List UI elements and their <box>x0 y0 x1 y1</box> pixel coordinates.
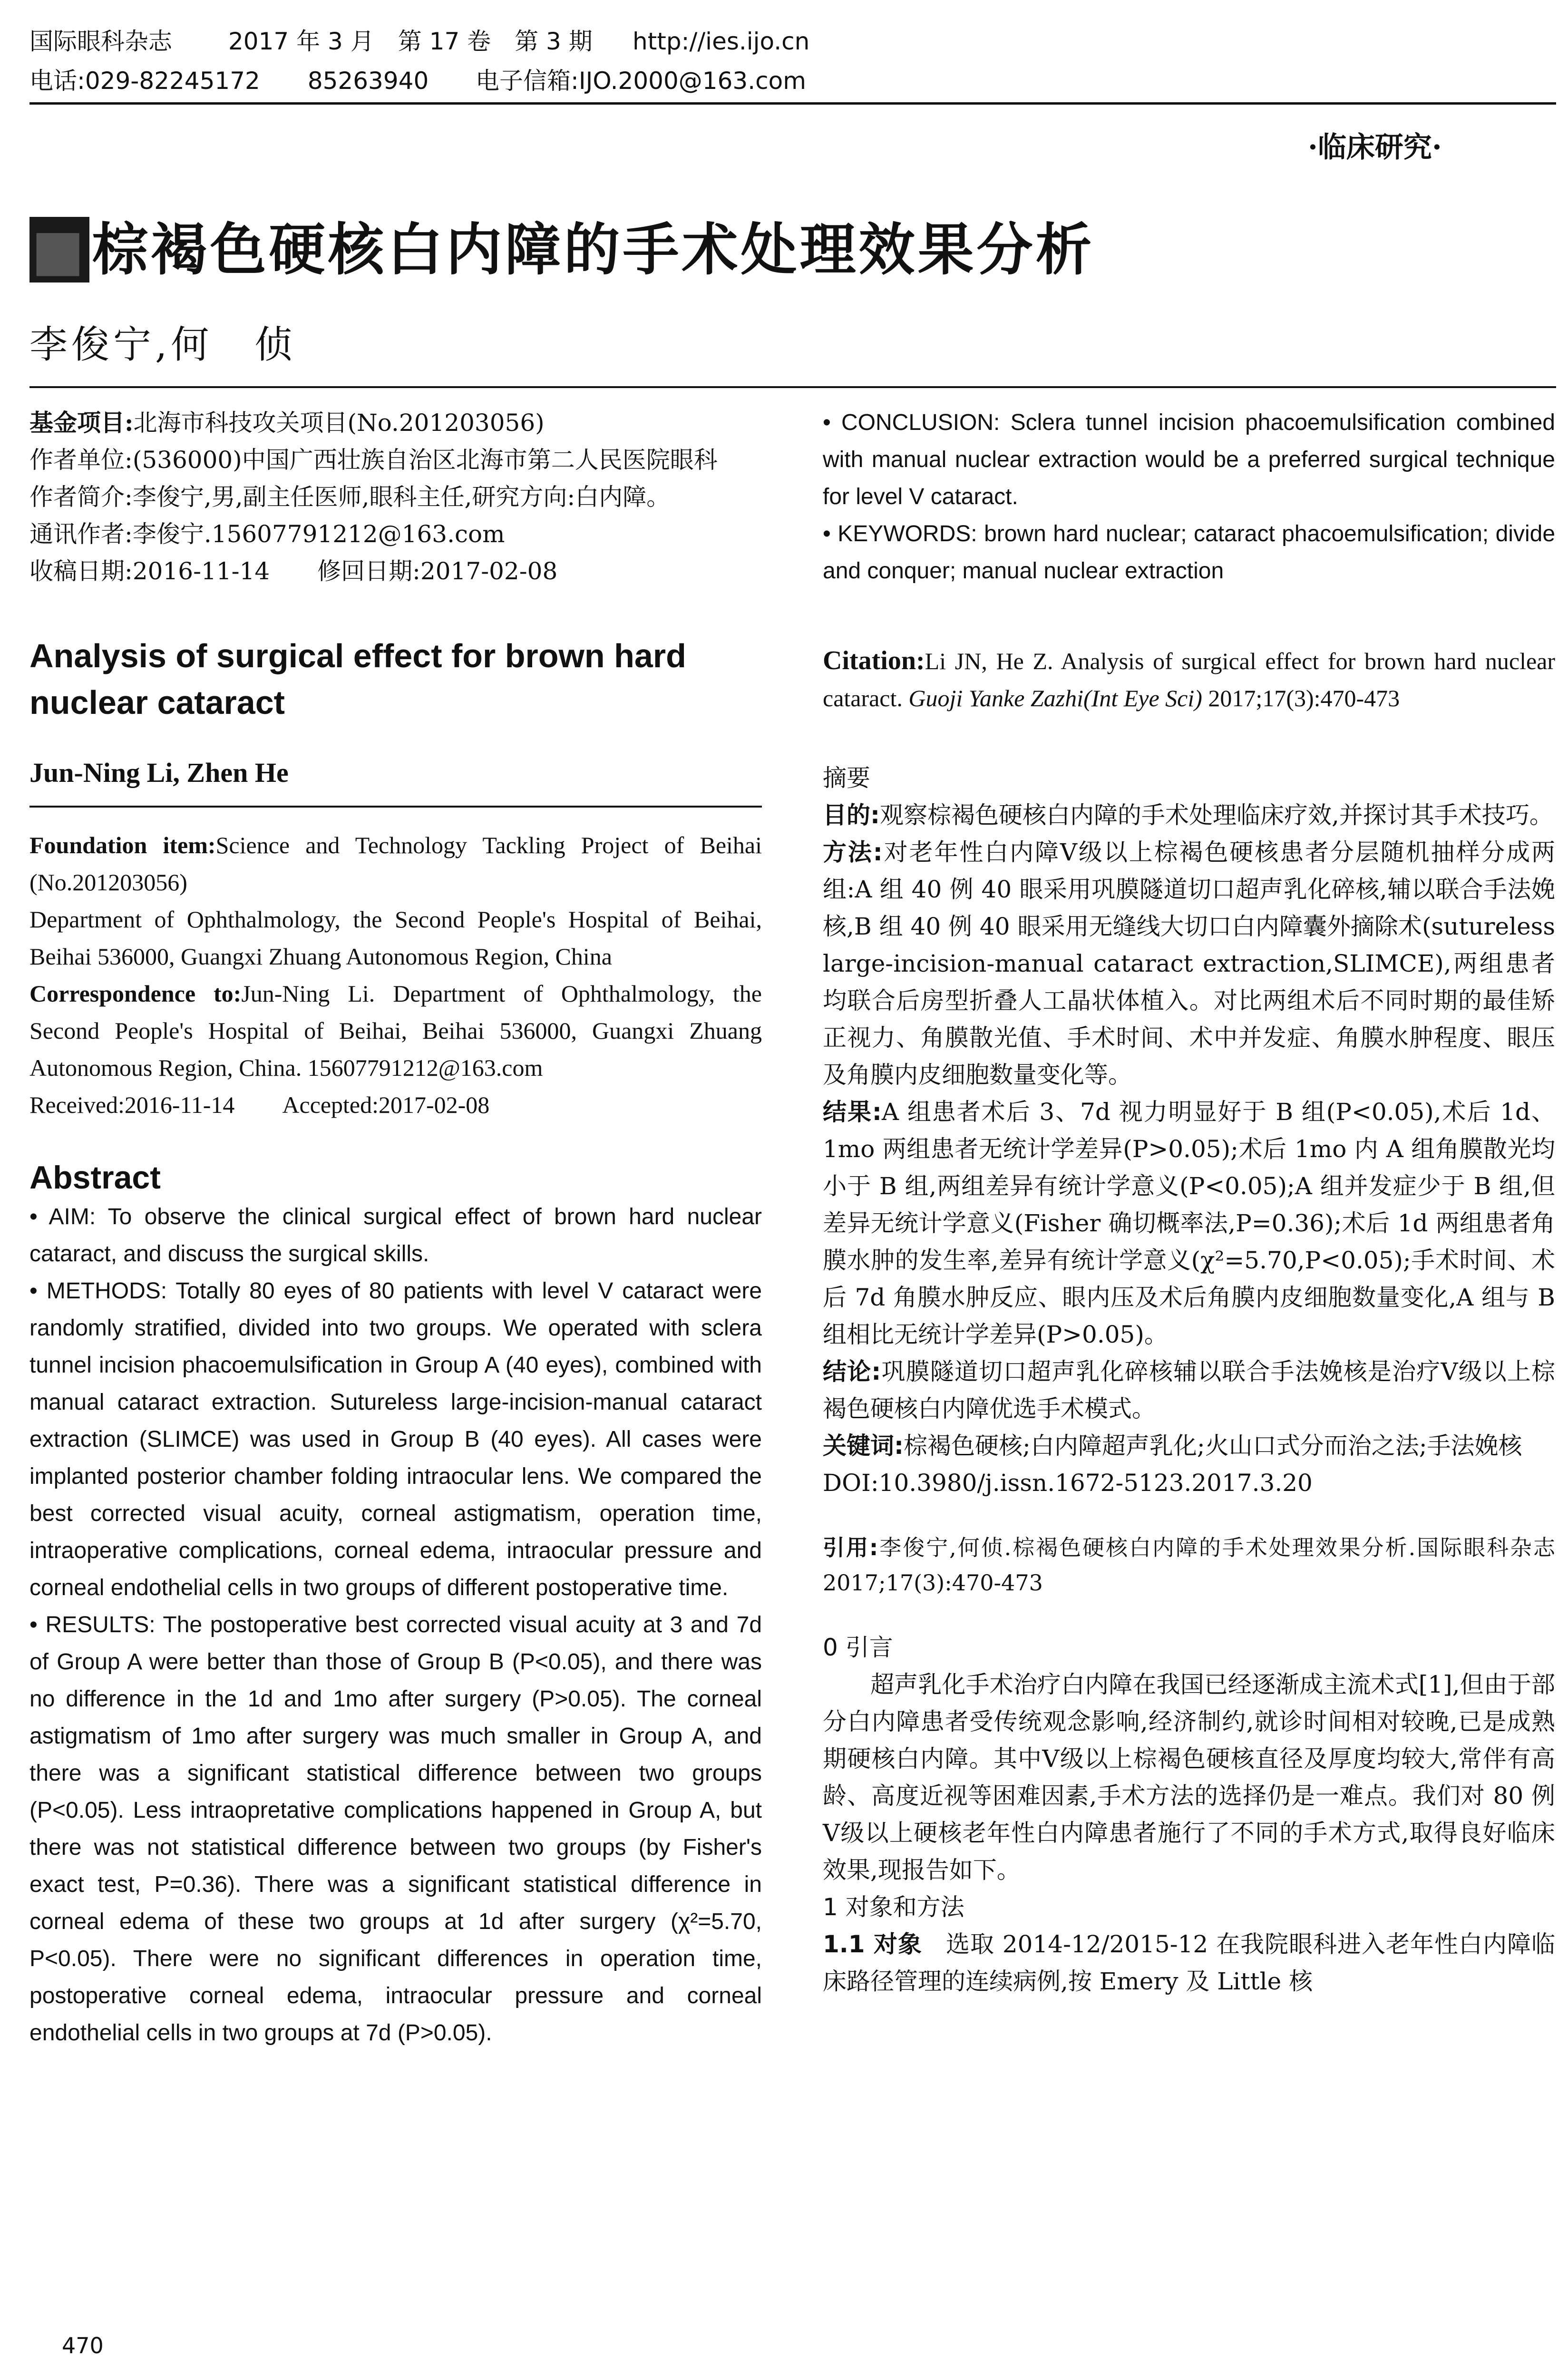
title-text-cn: 棕褐色硬核白内障的手术处理效果分析 <box>92 217 1095 283</box>
journal-name: 国际眼科杂志 <box>29 28 172 55</box>
abstract-keywords-cn: 关键词:棕褐色硬核;白内障超声乳化;火山口式分而治之法;手法娩核 <box>823 1432 1522 1460</box>
journal-phone: 电话:029-82245172 85263940 <box>29 67 429 95</box>
left-column <box>29 404 762 2052</box>
abstract-keywords-en: • KEYWORDS: brown hard nuclear; cataract phacoemulsification; divide and conquer; manual nuclear extraction <box>823 516 1555 590</box>
abstract-heading-cn: 摘要 <box>823 764 870 792</box>
unit-cn: 作者单位:(536000)中国广西壮族自治区北海市第二人民医院眼科 <box>29 446 718 474</box>
journal-email: 电子信箱:IJO.2000@163.com <box>476 67 806 95</box>
abstract-aim-cn: 目的:观察棕褐色硬核白内障的手术处理临床疗效,并探讨其手术技巧。 <box>823 801 1553 829</box>
abstract-conclusion-en: • CONCLUSION: Sclera tunnel incision phacoemulsification combined with manual nuclear extraction would be a preferred surgical technique for level V cataract. <box>823 404 1555 516</box>
dept-en: Department of Ophthalmology, the Second People's Hospital of Beihai, Beihai 536000, Guangxi Zhuang Autonomous Region, China <box>29 906 762 970</box>
abstract-methods-en: • METHODS: Totally 80 eyes of 80 patients with level V cataract were randomly stratified, divided into two groups. We operated with sclera tunnel incision phacoemulsification in Group A (40 eyes), combined with manual cataract extraction. Sutureless large-incision-manual cataract extraction (SLIMCE) was used in Group B (40 eyes). All cases were implanted posterior chamber folding intraocular lens. We compared the best corrected visual acuity, corneal astigmatism, operation time, intraoperative complications, corneal edema, intraocular pressure and corneal endothelial cells in two groups of different postoperative time. <box>29 1273 762 1607</box>
abstract-conclusion-cn: 结论:巩膜隧道切口超声乳化碎核辅以联合手法娩核是治疗Ⅴ级以上棕褐色硬核白内障优选手术模式。 <box>823 1358 1556 1422</box>
fund-en: Foundation item:Science and Technology Tackling Project of Beihai (No.201203056) <box>29 832 762 896</box>
issue-info: 2017 年 3 月 第 17 卷 第 3 期 <box>228 28 593 55</box>
abstract-aim-en: • AIM: To observe the clinical surgical effect of brown hard nuclear cataract, and discuss the surgical skills. <box>29 1198 762 1273</box>
citation-cn: 引用:李俊宁,何侦.棕褐色硬核白内障的手术处理效果分析.国际眼科杂志 2017;17(3):470-473 <box>823 1535 1555 1596</box>
authors-en-rule <box>29 791 762 808</box>
journal-website[interactable]: http://ies.ijo.cn <box>633 28 810 55</box>
abstract-results-en: • RESULTS: The postoperative best corrected visual acuity at 3 and 7d of Group A were better than those of Group B (P<0.05), and there was no difference in the 1d and 1mo after surgery (P>0.05). The corneal astigmatism of 1mo after surgery was much smaller in Group A, and there was a significant statistical difference between two groups (P<0.05). Less intraopretative complications happened in Group A, but there was not statistical difference between two groups (by Fisher's exact test, P=0.36). There was a significant statistical difference in corneal edema of these two groups at 1d after surgery (χ²=5.70, P<0.05). There were no significant differences in operation time, postoperative corneal edema, intraocular pressure and corneal endothelial cells in two groups at 7d (P>0.05). <box>29 1607 762 2052</box>
page-number: 470 <box>62 2333 104 2358</box>
title-rule <box>29 386 1556 388</box>
corr-cn: 通讯作者:李俊宁.15607791212@163.com <box>29 520 505 548</box>
abstract-methods-cn: 方法:对老年性白内障Ⅴ级以上棕褐色硬核患者分层随机抽样分成两组:A 组 40 例 40 眼采用巩膜隧道切口超声乳化碎核,辅以联合手法娩核,B 组 40 例 40 眼采用无缝线大切口白内障囊外摘除术(sutureless large-incision-manual cataract extraction,SLIMCE),两组患者均联合后房型折叠人工晶状体植入。对比两组术后不同时期的最佳矫正视力、角膜散光值、手术时间、术中并发症、角膜水肿程度、眼压及角膜内皮细胞数量变化等。 <box>823 838 1555 1089</box>
intro-paragraph: 超声乳化手术治疗白内障在我国已经逐渐成主流术式[1],但由于部分白内障患者受传统观念影响,经济制约,就诊时间相对较晚,已是成熟期硬核白内障。其中Ⅴ级以上棕褐色硬核直径及厚度均较大,常伴有高龄、高度近视等困难因素,手术方法的选择仍是一难点。我们对 80 例Ⅴ级以上硬核老年性白内障患者施行了不同的手术方式,取得良好临床效果,现报告如下。 <box>823 1671 1555 1884</box>
dates-en: Received:2016-11-14 Accepted:2017-02-08 <box>29 1091 490 1118</box>
subjects-paragraph: 1.1 对象 选取 2014-12/2015-12 在我院眼科进入老年性白内障临床路径管理的连续病例,按 Emery 及 Little 核 <box>823 1930 1555 1995</box>
dates-cn: 收稿日期:2016-11-14 修回日期:2017-02-08 <box>29 557 558 585</box>
article-title-cn <box>29 205 1095 285</box>
title-dropcap: ■ <box>29 217 89 283</box>
authors-en: Jun-Ning Li, Zhen He <box>29 757 289 788</box>
right-column <box>823 404 1555 2000</box>
section-label: ·临床研究· <box>1308 131 1442 164</box>
fund-cn: 基金项目:北海市科技攻关项目(No.201203056) <box>29 409 545 437</box>
methods-heading: 1 对象和方法 <box>823 1893 964 1921</box>
corr-en: Correspondence to:Jun-Ning Li. Department of Ophthalmology, the Second People's Hospital of Beihai, Beihai 536000, Guangxi Zhuang Autonomous Region, China. 15607791212@163.com <box>29 980 762 1081</box>
citation-en: Citation:Li JN, He Z. Analysis of surgical effect for brown hard nuclear cataract. Guoji Yanke Zazhi(Int Eye Sci) 2017;17(3):470-473 <box>823 646 1555 711</box>
header-rule <box>29 102 1556 105</box>
article-title-en: Analysis of surgical effect for brown hard nuclear cataract <box>29 637 686 721</box>
bio-cn: 作者简介:李俊宁,男,副主任医师,眼科主任,研究方向:白内障。 <box>29 483 671 511</box>
authors-cn: 李俊宁,何 侦 <box>29 322 297 367</box>
doi: DOI:10.3980/j.issn.1672-5123.2017.3.20 <box>823 1469 1313 1497</box>
abstract-heading-en: Abstract <box>29 1159 161 1196</box>
abstract-results-cn: 结果:A 组患者术后 3、7d 视力明显好于 B 组(P<0.05),术后 1d、1mo 两组患者无统计学差异(P>0.05);术后 1mo 内 A 组角膜散光均小于 B 组,两组差异有统计学意义(P<0.05);A 组并发症少于 B 组,但差异无统计学意义(Fisher 确切概率法,P=0.36);术后 1d 两组患者角膜水肿的发生率,差异有统计学意义(χ²=5.70,P<0.05);手术时间、术后 7d 角膜水肿反应、眼内压及术后角膜内皮细胞数量变化,A 组与 B 组相比无统计学差异(P>0.05)。 <box>823 1098 1555 1348</box>
intro-heading: 0 引言 <box>823 1634 893 1661</box>
